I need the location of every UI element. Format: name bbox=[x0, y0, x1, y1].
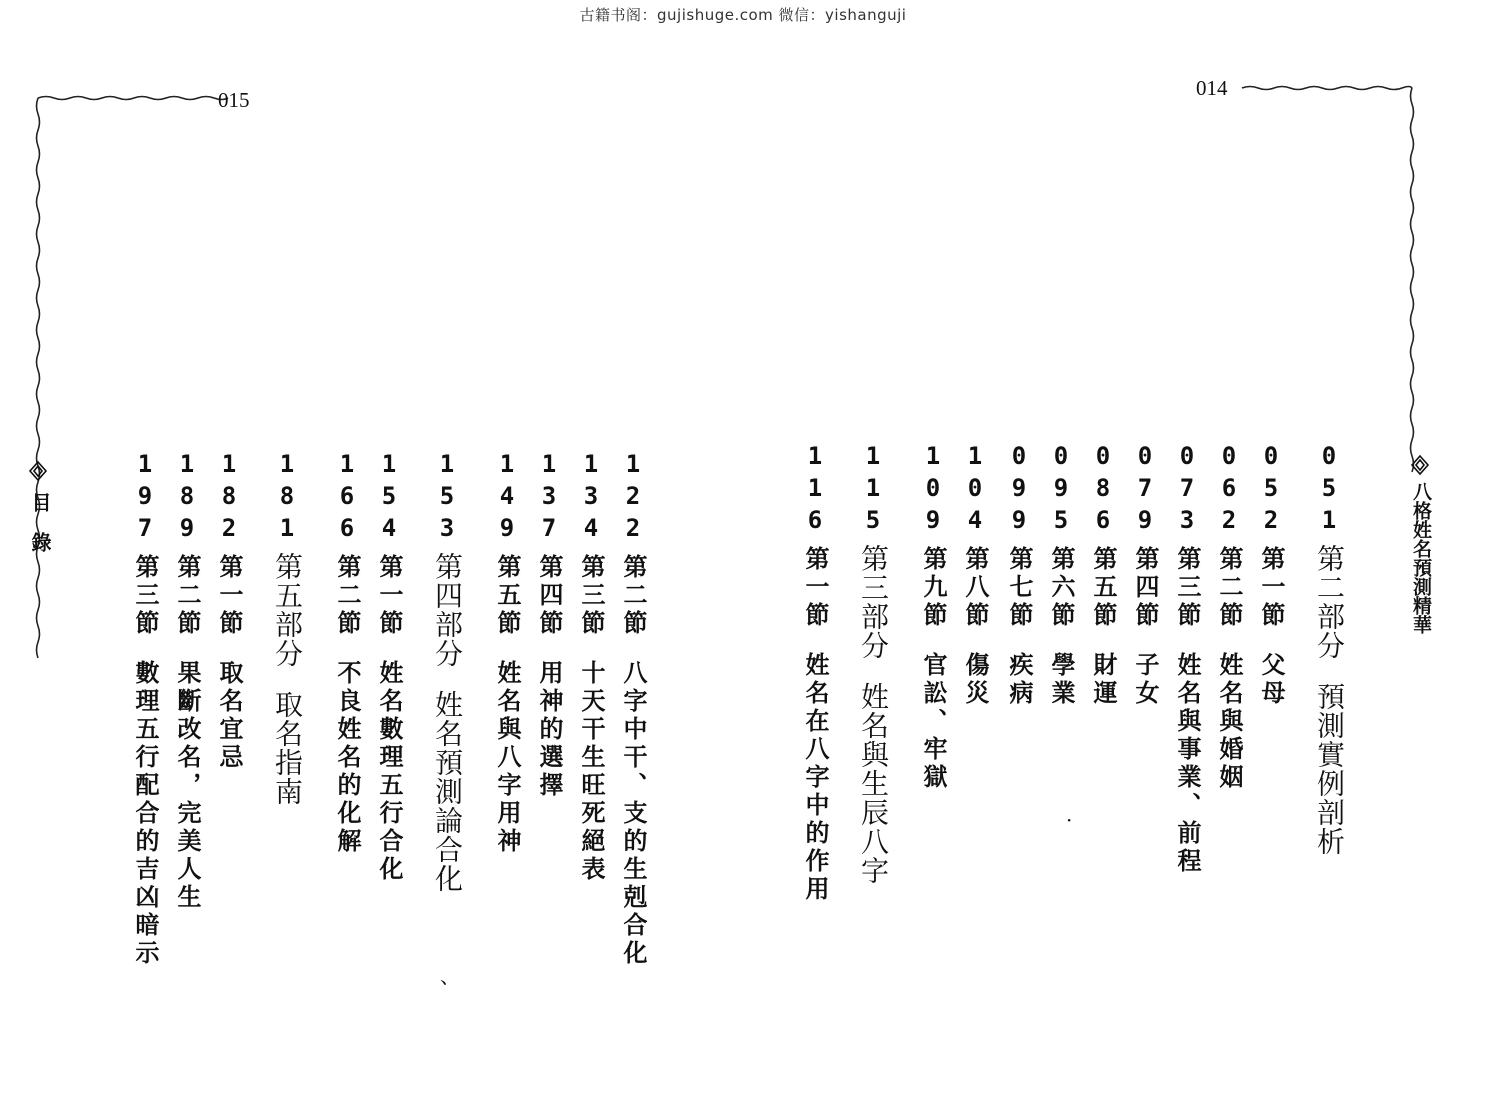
left-side-label: 目 錄 bbox=[28, 492, 52, 552]
toc-title-text: 取名指南 bbox=[271, 690, 304, 806]
toc-page-number: 182 bbox=[215, 450, 243, 546]
toc-heading-label: 第二節 bbox=[173, 554, 201, 638]
toc-page-number: 181 bbox=[273, 450, 301, 546]
toc-heading-label: 第三節 bbox=[131, 554, 159, 638]
toc-title-text: 姓名在八字中的作用 bbox=[801, 652, 829, 904]
toc-entry bbox=[1038, 442, 1084, 1002]
toc-heading-label: 第三節 bbox=[1173, 546, 1201, 630]
toc-title-text: 取名宜忌 bbox=[215, 660, 243, 772]
toc-entry bbox=[424, 450, 470, 1010]
toc-heading-label: 第九節 bbox=[919, 546, 947, 630]
toc-entry bbox=[164, 450, 210, 1010]
toc-entry bbox=[122, 450, 168, 1010]
toc-heading-label: 第二節 bbox=[333, 554, 361, 638]
toc-title-text: 姓名與生辰八字 bbox=[857, 682, 890, 885]
toc-entry bbox=[996, 442, 1042, 1002]
toc-section-title bbox=[495, 554, 519, 856]
toc-section-title bbox=[579, 554, 603, 884]
toc-page-number: 073 bbox=[1173, 442, 1201, 538]
watermark-text: 古籍书阁：gujishuge.com 微信：yishanguji bbox=[579, 6, 907, 24]
toc-entry bbox=[324, 450, 370, 1010]
toc-title-text: 傷災 bbox=[961, 652, 989, 708]
toc-section-title bbox=[377, 554, 401, 884]
toc-entry bbox=[1164, 442, 1210, 1002]
toc-page-number: 109 bbox=[919, 442, 947, 538]
toc-section-title bbox=[963, 546, 987, 708]
toc-title-text: 姓名數理五行合化 bbox=[375, 660, 403, 884]
toc-title-text: 十天干生旺死絕表 bbox=[577, 660, 605, 884]
toc-title-text: 父母 bbox=[1257, 652, 1285, 708]
toc-heading-label: 第二節 bbox=[619, 554, 647, 638]
toc-page-number: 095 bbox=[1047, 442, 1075, 538]
toc-entry bbox=[1080, 442, 1126, 1002]
toc-section-title bbox=[921, 546, 945, 792]
toc-heading-label: 第二部分 bbox=[1313, 544, 1346, 660]
toc-part-title bbox=[857, 544, 890, 885]
right-page-number: 014 bbox=[1196, 76, 1228, 100]
toc-heading-label: 第四部分 bbox=[431, 552, 464, 668]
toc-title-text: 姓名與婚姻 bbox=[1215, 652, 1243, 792]
toc-section-title bbox=[803, 546, 827, 904]
toc-title-text: 疾病 bbox=[1005, 652, 1033, 708]
toc-section-title bbox=[537, 554, 561, 800]
toc-page-number: 154 bbox=[375, 450, 403, 546]
toc-heading-label: 第五節 bbox=[1089, 546, 1117, 630]
toc-part-title bbox=[1313, 544, 1346, 856]
toc-entry bbox=[1306, 442, 1352, 1002]
toc-heading-label: 第七節 bbox=[1005, 546, 1033, 630]
toc-entry bbox=[484, 450, 530, 1010]
toc-part-title bbox=[431, 552, 464, 893]
stray-mark: 、 bbox=[440, 964, 460, 988]
toc-section-title bbox=[621, 554, 645, 968]
toc-page-number: 134 bbox=[577, 450, 605, 546]
toc-page-number: 052 bbox=[1257, 442, 1285, 538]
toc-section-title bbox=[133, 554, 157, 968]
toc-heading-label: 第六節 bbox=[1047, 546, 1075, 630]
toc-page-number: 115 bbox=[859, 442, 887, 538]
toc-section-title bbox=[1007, 546, 1031, 708]
toc-section-title bbox=[1175, 546, 1199, 876]
toc-title-text: 預測實例剖析 bbox=[1313, 682, 1346, 856]
toc-title-text: 官訟、牢獄 bbox=[919, 652, 947, 792]
toc-entry bbox=[526, 450, 572, 1010]
toc-page-number: 086 bbox=[1089, 442, 1117, 538]
toc-entry bbox=[1122, 442, 1168, 1002]
toc-section-title bbox=[1259, 546, 1283, 708]
toc-part-title bbox=[271, 552, 304, 806]
toc-page-number: 189 bbox=[173, 450, 201, 546]
toc-page-number: 051 bbox=[1315, 442, 1343, 538]
toc-entry bbox=[1206, 442, 1252, 1002]
toc-heading-label: 第五節 bbox=[493, 554, 521, 638]
toc-page-number: 062 bbox=[1215, 442, 1243, 538]
toc-section-title bbox=[1091, 546, 1115, 708]
toc-entry bbox=[568, 450, 614, 1010]
toc-title-text: 姓名與八字用神 bbox=[493, 660, 521, 856]
toc-entry bbox=[850, 442, 896, 1002]
toc-entry bbox=[610, 450, 656, 1010]
toc-heading-label: 第三部分 bbox=[857, 544, 890, 660]
toc-section-title bbox=[175, 554, 199, 912]
toc-entry bbox=[952, 442, 998, 1002]
toc-page-number: 079 bbox=[1131, 442, 1159, 538]
toc-title-text: 八字中干、支的生剋合化 bbox=[619, 660, 647, 968]
toc-heading-label: 第四節 bbox=[535, 554, 563, 638]
toc-entry bbox=[206, 450, 252, 1010]
toc-entry bbox=[792, 442, 838, 1002]
toc-page-number: 122 bbox=[619, 450, 647, 546]
toc-section-title bbox=[335, 554, 359, 856]
toc-title-text: 學業 bbox=[1047, 652, 1075, 708]
toc-entry bbox=[1248, 442, 1294, 1002]
toc-page-number: 197 bbox=[131, 450, 159, 546]
toc-heading-label: 第五部分 bbox=[271, 552, 304, 668]
toc-page-number: 099 bbox=[1005, 442, 1033, 538]
toc-title-text: 財運 bbox=[1089, 652, 1117, 708]
toc-section-title bbox=[1133, 546, 1157, 708]
toc-entry bbox=[910, 442, 956, 1002]
toc-page-number: 149 bbox=[493, 450, 521, 546]
toc-entry bbox=[366, 450, 412, 1010]
stray-mark: · bbox=[1066, 808, 1073, 832]
toc-heading-label: 第一節 bbox=[215, 554, 243, 638]
toc-heading-label: 第一節 bbox=[801, 546, 829, 630]
toc-heading-label: 第一節 bbox=[375, 554, 403, 638]
toc-heading-label: 第八節 bbox=[961, 546, 989, 630]
toc-title-text: 用神的選擇 bbox=[535, 660, 563, 800]
toc-title-text: 不良姓名的化解 bbox=[333, 660, 361, 856]
toc-section-title bbox=[1217, 546, 1241, 792]
toc-page-number: 104 bbox=[961, 442, 989, 538]
toc-section-title bbox=[217, 554, 241, 772]
toc-heading-label: 第三節 bbox=[577, 554, 605, 638]
toc-title-text: 果斷改名，完美人生 bbox=[173, 660, 201, 912]
toc-title-text: 姓名與事業、前程 bbox=[1173, 652, 1201, 876]
left-page-number: 015 bbox=[218, 88, 250, 112]
toc-section-title bbox=[1049, 546, 1073, 708]
toc-heading-label: 第四節 bbox=[1131, 546, 1159, 630]
toc-page-number: 137 bbox=[535, 450, 563, 546]
toc-title-text: 子女 bbox=[1131, 652, 1159, 708]
toc-page-number: 166 bbox=[333, 450, 361, 546]
toc-title-text: 姓名預測論合化 bbox=[431, 690, 464, 893]
toc-page-number: 153 bbox=[433, 450, 461, 546]
toc-heading-label: 第二節 bbox=[1215, 546, 1243, 630]
right-side-label: 八格姓名預測精華 bbox=[1410, 482, 1432, 634]
toc-heading-label: 第一節 bbox=[1257, 546, 1285, 630]
toc-title-text: 數理五行配合的吉凶暗示 bbox=[131, 660, 159, 968]
toc-page-number: 116 bbox=[801, 442, 829, 538]
toc-entry bbox=[264, 450, 310, 1010]
